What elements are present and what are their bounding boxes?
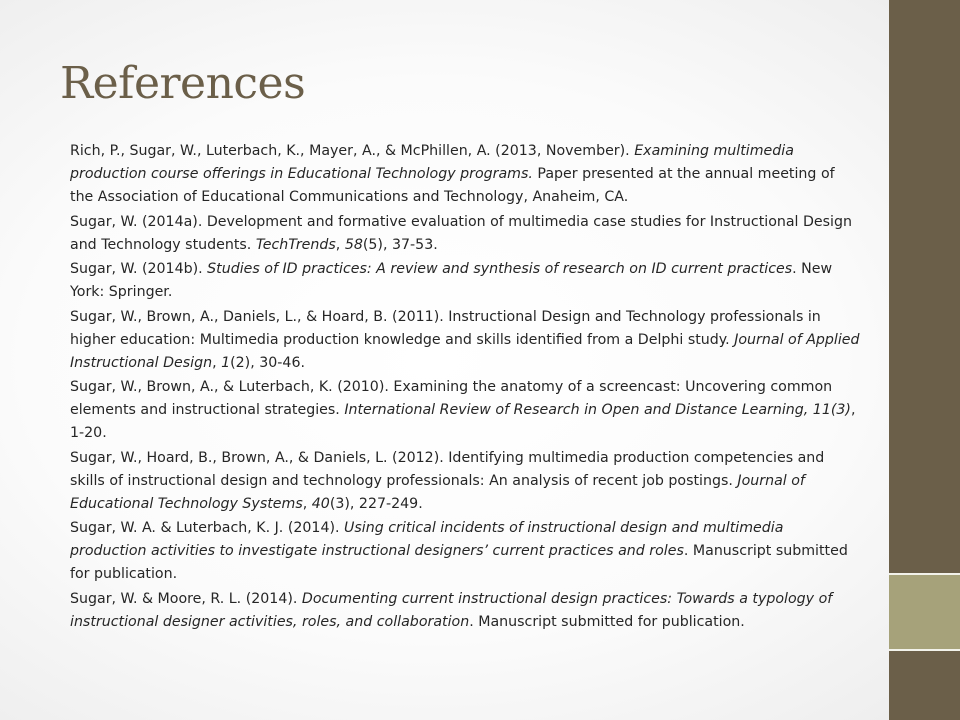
- reference-text: ,: [302, 495, 312, 512]
- reference-text: (3), 227-249.: [329, 495, 423, 512]
- side-band-divider: [889, 649, 960, 651]
- reference-item: [70, 211, 860, 257]
- reference-item: [70, 376, 860, 445]
- side-band-top: [889, 0, 960, 574]
- reference-italic-text: 40: [311, 495, 330, 512]
- reference-italic-text: 58: [344, 236, 363, 253]
- side-band-middle: [889, 574, 960, 650]
- reference-text: Sugar, W., Brown, A., Daniels, L., & Hoard, B. (2011). Instructional Design and Technology professionals in higher education: Multimedia production knowledge and skills identified from a Delphi study.: [70, 308, 821, 348]
- reference-text: Rich, P., Sugar, W., Luterbach, K., Mayer, A., & McPhillen, A. (2013, November).: [70, 143, 635, 159]
- reference-italic-text: Studies of ID practices: A review and synthesis of research on ID current practices: [207, 261, 793, 277]
- side-band-bottom: [889, 650, 960, 720]
- reference-italic-text: International Review of Research in Open and Distance Learning, 11(3): [344, 402, 851, 418]
- reference-text: ,: [212, 354, 222, 371]
- side-band-divider: [889, 573, 960, 575]
- reference-text: Sugar, W., Brown, A., & Luterbach, K. (2010). Examining the anatomy of a screencast: Uncovering common elements and instructional strategies.: [70, 379, 833, 418]
- reference-text: . Manuscript submitted for publication.: [469, 613, 745, 630]
- reference-item: [70, 258, 860, 304]
- reference-text: . New York: Springer.: [70, 261, 833, 300]
- reference-item: [70, 517, 860, 586]
- reference-text: , 1-20.: [70, 402, 856, 441]
- reference-item: [70, 588, 860, 634]
- reference-text: . Manuscript submitted for publication.: [70, 543, 848, 582]
- reference-item: [70, 306, 860, 375]
- reference-item: [70, 140, 860, 209]
- reference-text: Sugar, W. A. & Luterbach, K. J. (2014).: [70, 520, 345, 536]
- reference-italic-text: Journal of Educational Technology Systems: [70, 472, 805, 512]
- slide-title: References: [60, 58, 306, 109]
- reference-italic-text: 1: [221, 354, 231, 371]
- reference-italic-text: Documenting current instructional design practices: Towards a typology of instructional designer activities, roles, and collaboration: [70, 590, 833, 630]
- reference-text: (2), 30-46.: [230, 354, 305, 371]
- reference-list: [70, 140, 860, 635]
- reference-text: ,: [335, 236, 345, 253]
- reference-text: Sugar, W., Hoard, B., Brown, A., & Daniels, L. (2012). Identifying multimedia production competencies and skills of instructional design and technology professionals: An analysis of recent job postings.: [70, 449, 825, 489]
- reference-italic-text: Using critical incidents of instructional design and multimedia production activities to investigate instructional designers’ current practices and roles: [70, 520, 784, 559]
- reference-item: [70, 447, 860, 516]
- reference-italic-text: Examining multimedia production course offerings in Educational Technology programs.: [70, 143, 794, 182]
- reference-text: Sugar, W. (2014a). Development and formative evaluation of multimedia case studies for Instructional Design and Technology students.: [70, 213, 852, 253]
- reference-text: Sugar, W. (2014b).: [70, 261, 208, 277]
- reference-text: Paper presented at the annual meeting of the Association of Educational Communications and Technology, Anaheim, CA.: [70, 166, 835, 205]
- reference-text: Sugar, W. & Moore, R. L. (2014).: [70, 590, 302, 607]
- reference-text: (5), 37-53.: [362, 236, 438, 253]
- reference-italic-text: Journal of Applied Instructional Design: [70, 331, 860, 371]
- reference-italic-text: TechTrends: [255, 236, 336, 253]
